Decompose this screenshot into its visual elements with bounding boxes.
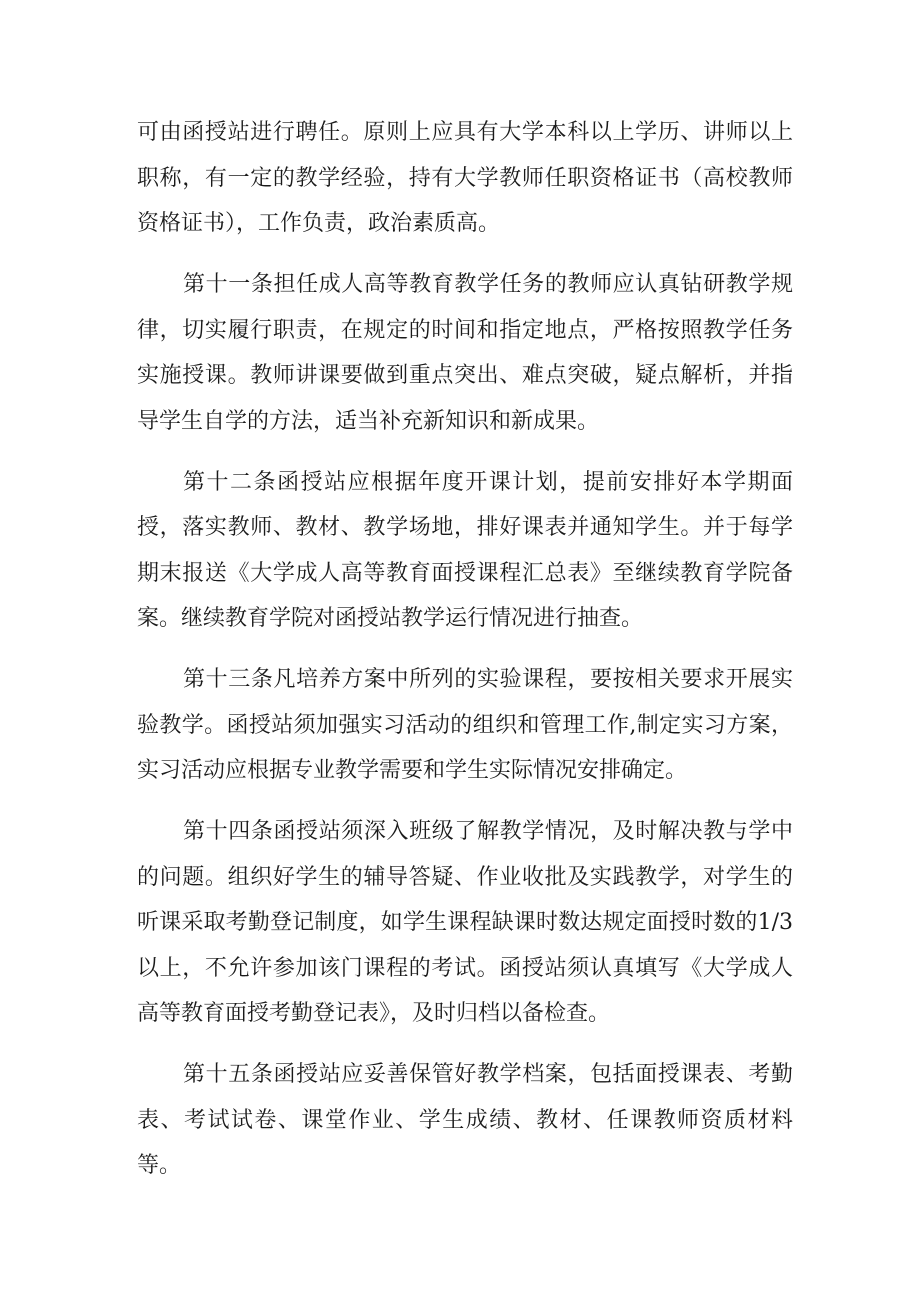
paragraph-article-12: 第十二条函授站应根据年度开课计划，提前安排好本学期面授，落实教师、教材、教学场地，排好课表并通知学生。并于每学期末报送《大学成人高等教育面授课程汇总表》至继续教育学院备案。继续教育学院对函授站教学运行情况进行抽查。 <box>137 469 793 631</box>
paragraph-continuation: 可由函授站进行聘任。原则上应具有大学本科以上学历、讲师以上职称，有一定的教学经验，持有大学教师任职资格证书（高校教师资格证书），工作负责，政治素质高。 <box>137 120 793 236</box>
paragraph-article-11: 第十一条担任成人高等教育教学任务的教师应认真钻研教学规律，切实履行职责，在规定的时间和指定地点，严格按照教学任务实施授课。教师讲课要做到重点突出、难点突破，疑点解析，并指导学生自学的方法，适当补充新知识和新成果。 <box>137 272 793 434</box>
paragraph-article-15: 第十五条函授站应妥善保管好教学档案，包括面授课表、考勤表、考试试卷、课堂作业、学生成绩、教材、任课教师资质材料等。 <box>137 1062 793 1178</box>
document-page <box>137 110 793 1204</box>
paragraph-article-13: 第十三条凡培养方案中所列的实验课程，要按相关要求开展实验教学。函授站须加强实习活动的组织和管理工作,制定实习方案，实习活动应根据专业教学需要和学生实际情况安排确定。 <box>137 667 793 783</box>
paragraph-article-14: 第十四条函授站须深入班级了解教学情况，及时解决教与学中的问题。组织好学生的辅导答疑、作业收批及实践教学，对学生的听课采取考勤登记制度，如学生课程缺课时数达规定面授时数的1/3以上，不允许参加该门课程的考试。函授站须认真填写《大学成人高等教育面授考勤登记表》，及时归档以备检查。 <box>137 819 793 1026</box>
